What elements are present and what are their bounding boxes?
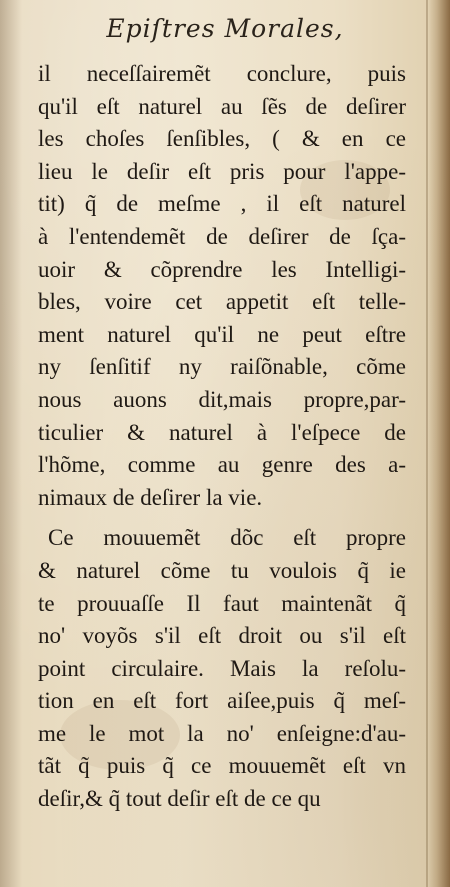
text-line: & naturel cõme tu voulois q̃ ie: [38, 557, 406, 583]
text-block: [38, 58, 406, 816]
text-line: Ce mouuemẽt dõc eſt propre: [48, 525, 406, 551]
text-line: tãt q̃ puis q̃ ce mouuemẽt eſt vn: [38, 753, 406, 779]
text-line: bles, voire cet appetit eſt telle-: [38, 289, 406, 315]
text-line: il neceſſairemẽt conclure, puis: [38, 61, 406, 86]
text-line: ment naturel qu'il ne peut eſtre: [38, 321, 406, 347]
running-head: Epiſtres Morales,: [106, 14, 344, 43]
text-line: ticulier & naturel à l'eſpece de: [38, 419, 406, 445]
text-line: deſir,& q̃ tout deſir eſt de ce qu: [38, 786, 321, 812]
text-line: te prouuaſſe Il faut maintenãt q̃: [38, 590, 406, 616]
paragraph: [38, 58, 406, 514]
gutter-shadow: [0, 0, 22, 887]
text-line: tit) q̃ de meſme , il eſt naturel: [38, 191, 406, 217]
text-line: l'hõme, comme au genre des a-: [38, 452, 406, 478]
text-line: uoir & cõprendre les Intelligi-: [38, 256, 406, 282]
paragraph-gap: [38, 514, 406, 522]
text-line: point circulaire. Mais la reſolu-: [38, 655, 406, 681]
text-line: nous auons dit,mais propre,par-: [38, 386, 406, 412]
fore-edge: [428, 0, 450, 887]
paragraph: [38, 522, 406, 815]
text-line: qu'il eſt naturel au ſẽs de deſirer: [38, 93, 406, 119]
text-line: lieu le deſir eſt pris pour l'appe-: [38, 158, 406, 184]
text-line: les choſes ſenſibles, ( & en ce: [38, 126, 406, 152]
text-line: ny ſenſitif ny raiſõnable, cõme: [38, 354, 406, 380]
text-line: tion en eſt fort aiſee,puis q̃ meſ-: [38, 688, 406, 714]
text-line: nimaux de deſirer la vie.: [38, 484, 263, 510]
text-line: no' voyõs s'il eſt droit ou s'il eſt: [38, 623, 406, 649]
text-line: à l'entendemẽt de deſirer de ſça-: [38, 223, 406, 249]
text-line: me le mot la no' enſeigne:d'au-: [38, 720, 406, 746]
